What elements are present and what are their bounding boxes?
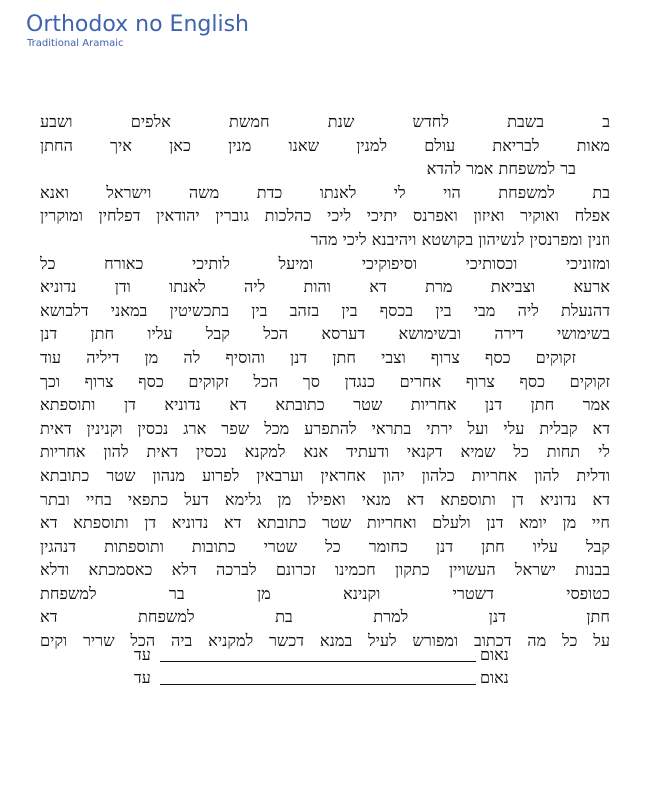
witness-label: נאום xyxy=(480,645,509,664)
brand-title: Orthodox no English xyxy=(26,12,249,37)
witness-signature-1 xyxy=(0,645,648,665)
ketubah-line-5: אפלח ואוקיר ואיזון ואפרנס יתיכי ליכי כהלכות גוברין יהודאין דפלחין ומוקרין xyxy=(40,206,610,226)
ketubah-line-6: וזנין ומפרנסין לנשיהון בקושטא ויהיבנא ליכי מהר xyxy=(310,229,610,249)
ketubah-line-20: בבנות ישראל העשויין כתקון חכמינו זכרונם לברכה דלא כאסמכתא ודלא xyxy=(40,560,610,580)
ketubah-line-16: ודלית להון אחריות כלהון יהון אחראין וערבאין לפרוע מנהון שטר כתובתא xyxy=(40,465,610,485)
ketubah-line-9: דהנעלת ליה מבי בין בכסף בין בזהב בין בתכשיטין במאני דלבושא xyxy=(40,300,610,320)
ketubah-line-13: אמר חתן דנן אחריות שטר כתובתא דא נדוניא דן ותוספתא xyxy=(40,395,610,415)
witness-suffix: עד xyxy=(134,645,151,664)
witness-label: נאום xyxy=(480,668,509,687)
ketubah-line-18: חיי מן יומא דנן ולעלם ואחריות שטר כתובתא דא נדוניא דן ותוספתא דא xyxy=(40,513,610,533)
brand-header xyxy=(26,12,249,50)
witness-signature-line[interactable] xyxy=(160,661,476,662)
ketubah-line-17: דא נדוניא דן ותוספתא דא מנאי ואפילו מן גלימא דעל כתפאי בחיי ובתר xyxy=(40,489,610,509)
ketubah-text xyxy=(40,110,610,653)
ketubah-line-2: מאות לבריאת עולם למנין שאנו מנין כאן איך החתן xyxy=(40,135,610,155)
ketubah-line-7: ומזוניכי וכסותיכי וסיפוקיכי ומיעל לותיכי כאורח כל xyxy=(40,253,610,273)
ketubah-line-21: כטופסי דשטרי וקנינא מן בר למשפחת xyxy=(40,583,610,603)
ketubah-line-1: ב בשבת לחדש שנת חמשת אלפים ושבע xyxy=(40,112,610,131)
ketubah-line-4: בת למשפחת הוי לי לאנתו כדת משה וישראל ואנא xyxy=(40,182,610,202)
witness-signature-2 xyxy=(0,668,648,688)
ketubah-line-15: לי תחות כל שמיא דקנאי ודעתיד אנא למקנא נכסין דאית להון אחריות xyxy=(40,442,610,462)
ketubah-line-10: בשימושי דירה ובשימושא דערסא הכל קבל עליו חתן דנן xyxy=(40,324,610,344)
ketubah-line-19: קבל עליו חתן דנן כחומר כל שטרי כתובות ותוספתות דנהגין xyxy=(40,536,610,556)
witness-signature-line[interactable] xyxy=(160,684,476,685)
ketubah-line-8: ארעא וצביאת מרת דא והות ליה לאנתו ודן נדוניא xyxy=(40,277,610,297)
witness-suffix: עד xyxy=(134,668,151,687)
ketubah-line-3: בר למשפחת אמר להדא xyxy=(426,159,576,179)
ketubah-line-23: על כל מה דכתוב ומפורש לעיל במנא דכשר למקניא ביה הכל שריר וקים xyxy=(40,631,610,651)
ketubah-line-12: זקוקים כסף צרוף אחרים כנגדן סך הכל זקוקים כסף צרוף וכך xyxy=(40,371,610,391)
ketubah-line-14: דא קבלית עלי ועל ירתי בתראי להתפרע מכל שפר ארג נכסין וקנינין דאית xyxy=(40,418,610,438)
brand-subtitle: Traditional Aramaic xyxy=(27,38,124,49)
ketubah-line-22: חתן דנן למרת בת למשפחת דא xyxy=(40,607,610,627)
ketubah-line-11: זקוקים כסף צרוף וצבי חתן דנן והוסיף לה מן דיליה עוד xyxy=(40,347,576,367)
